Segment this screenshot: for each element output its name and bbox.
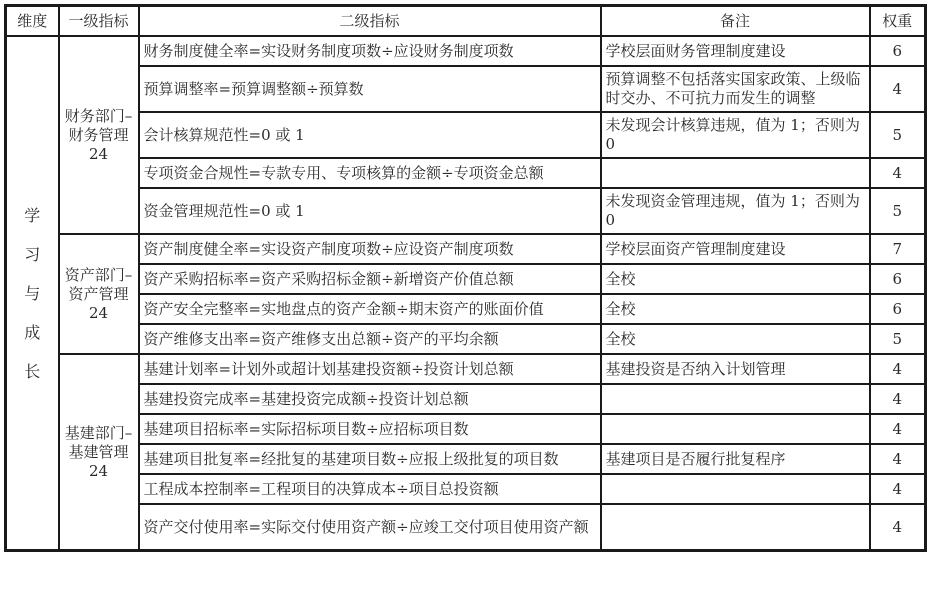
indicator-cell: 财务制度健全率=实设财务制度项数÷应设财务制度项数 [139, 36, 601, 66]
table-row [6, 324, 926, 354]
note-cell: 未发现会计核算违规，值为 1；否则为 0 [601, 112, 870, 158]
dimension-char: 学 [24, 205, 41, 225]
note-cell: 全校 [601, 294, 870, 324]
level1-line: 财务管理 [68, 125, 129, 144]
note-cell: 未发现资金管理违规，值为 1；否则为 0 [601, 188, 870, 234]
weight-cell: 6 [870, 36, 926, 66]
weight-cell: 6 [870, 264, 926, 294]
weight-cell: 4 [870, 158, 926, 188]
dimension-char: 成 [24, 322, 41, 342]
table-row [6, 234, 926, 264]
level1-weight: 24 [88, 461, 109, 480]
weight-cell: 4 [870, 444, 926, 474]
indicator-cell: 工程成本控制率=工程项目的决算成本÷项目总投资额 [139, 474, 601, 504]
note-cell [601, 384, 870, 414]
weight-cell: 5 [870, 112, 926, 158]
header-level1: 一级指标 [59, 6, 139, 37]
level1-line: 基建部门– [64, 423, 133, 442]
table-row [6, 294, 926, 324]
table-row [6, 354, 926, 384]
indicator-cell: 资产交付使用率=实际交付使用资产额÷应竣工交付项目使用资产额 [139, 504, 601, 551]
indicator-cell: 专项资金合规性=专款专用、专项核算的金额÷专项资金总额 [139, 158, 601, 188]
note-cell: 学校层面财务管理制度建设 [601, 36, 870, 66]
table-row [6, 112, 926, 158]
header-dimension: 维度 [6, 6, 59, 37]
weight-cell: 4 [870, 504, 926, 551]
dimension-char: 长 [24, 361, 41, 381]
table-row [6, 384, 926, 414]
weight-cell: 5 [870, 188, 926, 234]
level1-construction [59, 354, 139, 551]
level1-line: 资产部门– [64, 265, 133, 284]
table-row [6, 444, 926, 474]
weight-cell: 4 [870, 66, 926, 112]
header-note: 备注 [601, 6, 870, 37]
header-level2: 二级指标 [139, 6, 601, 37]
table-row [6, 504, 926, 551]
note-cell [601, 474, 870, 504]
indicator-cell: 基建项目招标率=实际招标项目数÷应招标项目数 [139, 414, 601, 444]
indicator-cell: 资产安全完整率=实地盘点的资产金额÷期末资产的账面价值 [139, 294, 601, 324]
table-row [6, 188, 926, 234]
table-row [6, 66, 926, 112]
level1-assets [59, 234, 139, 354]
note-cell [601, 504, 870, 551]
level1-line: 财务部门– [64, 106, 133, 125]
dimension-char: 习 [24, 244, 41, 264]
table-row [6, 158, 926, 188]
indicator-cell: 基建项目批复率=经批复的基建项目数÷应报上级批复的项目数 [139, 444, 601, 474]
indicator-cell: 资产制度健全率=实设资产制度项数÷应设资产制度项数 [139, 234, 601, 264]
indicator-cell: 资产采购招标率=资产采购招标金额÷新增资产价值总额 [139, 264, 601, 294]
note-cell: 学校层面资产管理制度建设 [601, 234, 870, 264]
indicator-table [4, 4, 927, 552]
level1-weight: 24 [88, 144, 109, 163]
level1-line: 基建管理 [68, 442, 129, 461]
indicator-cell: 基建投资完成率=基建投资完成额÷投资计划总额 [139, 384, 601, 414]
indicator-cell: 资金管理规范性=0 或 1 [139, 188, 601, 234]
indicator-cell: 预算调整率=预算调整额÷预算数 [139, 66, 601, 112]
dimension-cell [6, 36, 59, 551]
weight-cell: 6 [870, 294, 926, 324]
note-cell: 基建投资是否纳入计划管理 [601, 354, 870, 384]
note-cell [601, 414, 870, 444]
indicator-cell: 资产维修支出率=资产维修支出总额÷资产的平均余额 [139, 324, 601, 354]
weight-cell: 4 [870, 414, 926, 444]
weight-cell: 5 [870, 324, 926, 354]
table-row [6, 414, 926, 444]
table-row [6, 36, 926, 66]
weight-cell: 4 [870, 384, 926, 414]
weight-cell: 4 [870, 474, 926, 504]
table-row [6, 264, 926, 294]
header-weight: 权重 [870, 6, 926, 37]
indicator-cell: 会计核算规范性=0 或 1 [139, 112, 601, 158]
header-row [6, 6, 926, 37]
dimension-char: 与 [24, 283, 41, 303]
weight-cell: 4 [870, 354, 926, 384]
level1-finance [59, 36, 139, 234]
note-cell: 全校 [601, 324, 870, 354]
indicator-cell: 基建计划率=计划外或超计划基建投资额÷投资计划总额 [139, 354, 601, 384]
note-cell [601, 158, 870, 188]
weight-cell: 7 [870, 234, 926, 264]
table-row [6, 474, 926, 504]
note-cell: 全校 [601, 264, 870, 294]
note-cell: 预算调整不包括落实国家政策、上级临时交办、不可抗力而发生的调整 [601, 66, 870, 112]
note-cell: 基建项目是否履行批复程序 [601, 444, 870, 474]
level1-weight: 24 [88, 303, 109, 322]
level1-line: 资产管理 [68, 284, 129, 303]
